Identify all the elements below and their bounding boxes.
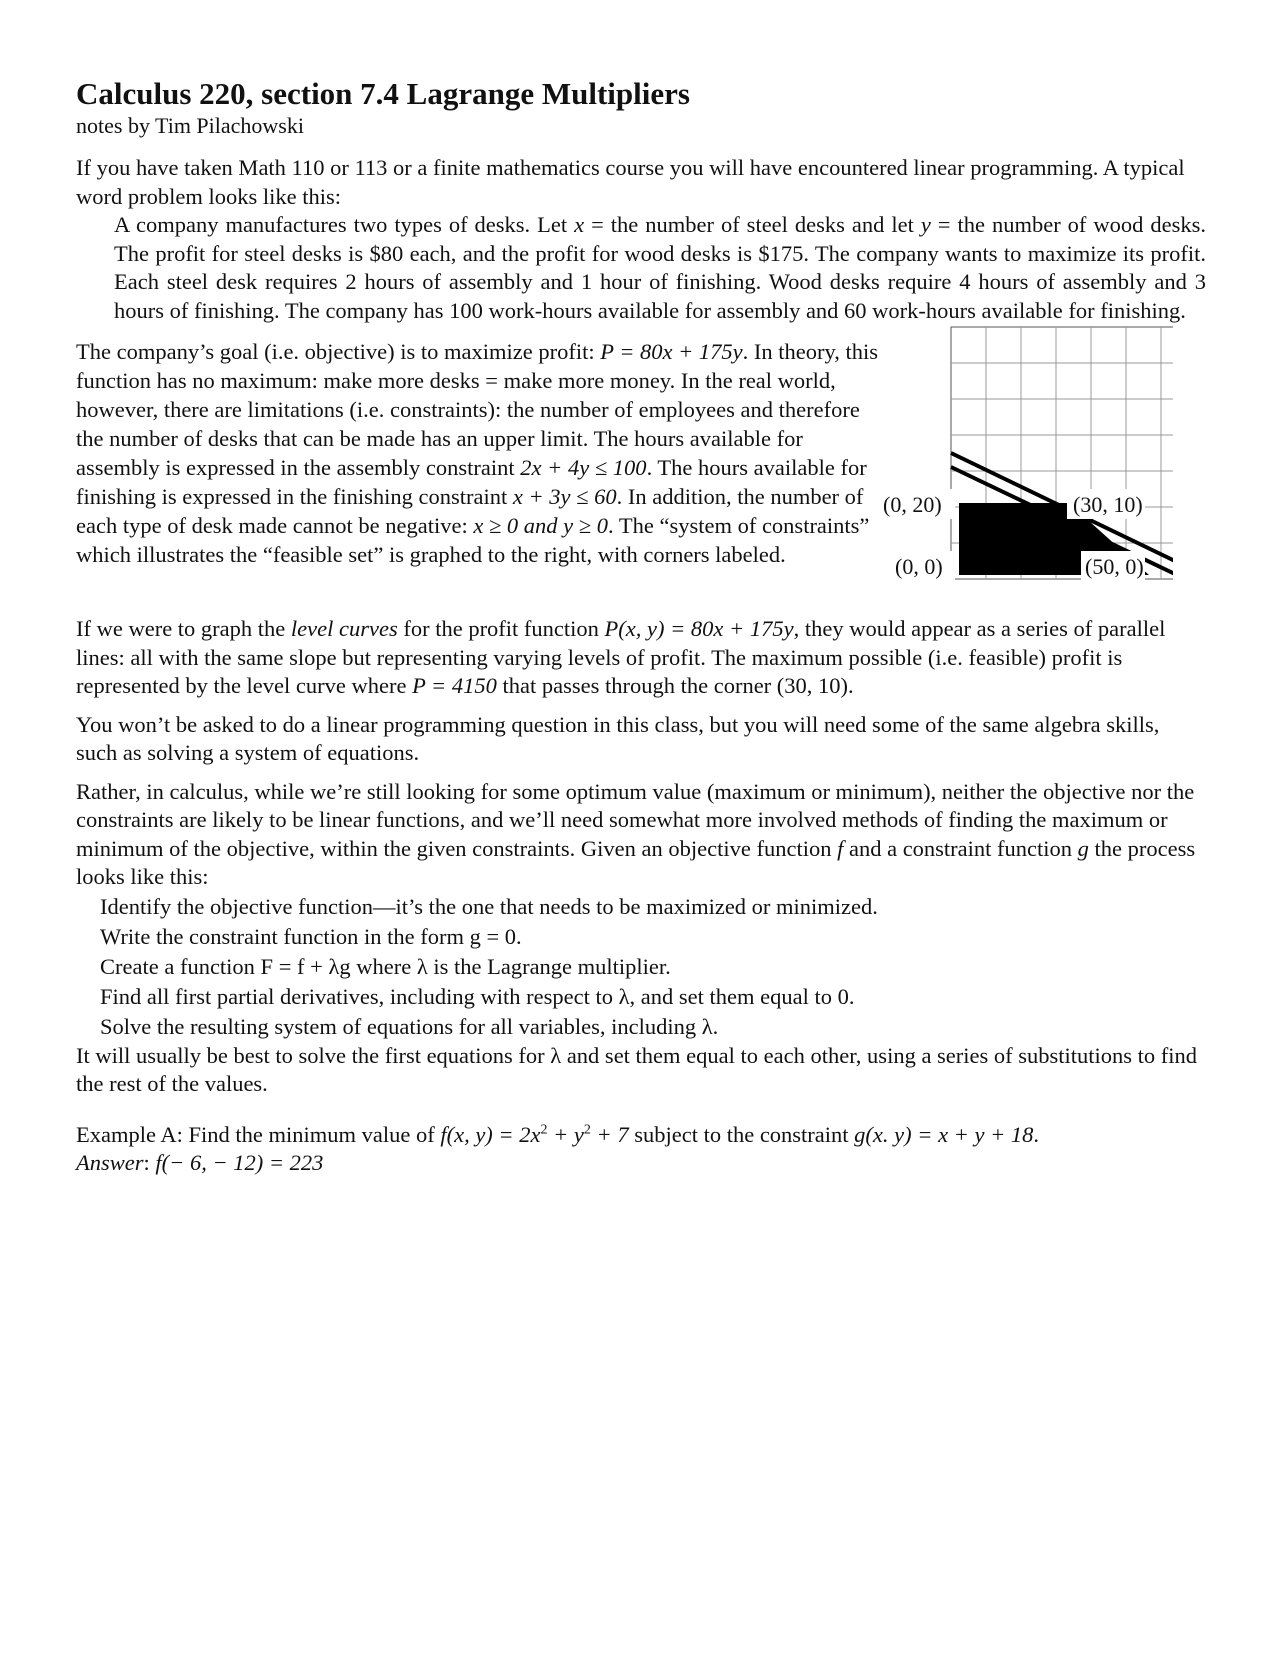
word-problem: A company manufactures two types of desks. Let x = the number of steel desks and let y = the number of wood desks. The profit for steel desks is $80 each, and the profit for wood desks is $175. The company wants to maximize its profit. Each steel desk requires 2 hours of assembly and 1 hour of finishing. Wood desks require 4 hours of assembly and 3 hours of finishing. The company has 100 work-hours available for assembly and 60 work-hours available for finishing. (114, 212, 1206, 323)
step-item: Solve the resulting system of equations for all variables, including λ. (100, 1013, 719, 1039)
feasible-set-graph (873, 325, 1173, 593)
corner-label-50-0: (50, 0) (1085, 554, 1144, 579)
intro-paragraph: If you have taken Math 110 or 113 or a finite mathematics course you will have encountered linear programming. A typical word problem looks like this: (76, 155, 1185, 209)
corner-label-30-10: (30, 10) (1073, 492, 1143, 517)
goal-section (76, 325, 1206, 615)
page-title: Calculus 220, section 7.4 Lagrange Multipliers (76, 76, 690, 111)
corner-label-0-20: (0, 20) (883, 492, 942, 517)
step-item: Find all first partial derivatives, including with respect to λ, and set them equal to 0. (100, 983, 855, 1009)
goal-paragraph: The company’s goal (i.e. objective) is to maximize profit: P = 80x + 175y. In theory, this function has no maximum: make more desks = make more money. In the real world, however, there are limitations (i.e. constraints): the number of employees and therefore the number of desks that can be made has an upper limit. The hours available for assembly is expressed in the assembly constraint 2x + 4y ≤ 100. The hours available for finishing is expressed in the finishing constraint x + 3y ≤ 60. In addition, the number of each type of desk made cannot be negative: x ≥ 0 and y ≥ 0. The “system of constraints” which illustrates the “feasible set” is graphed to the right, with corners labeled. (76, 339, 879, 567)
level-curves-paragraph: If we were to graph the level curves for the profit function P(x, y) = 80x + 175y, they would appear as a series of parallel lines: all with the same slope but representing varying levels of profit. The maximum possible (i.e. feasible) profit is represented by the level curve where P = 4150 that passes through the corner (30, 10). (76, 616, 1166, 698)
usually-paragraph: It will usually be best to solve the first equations for λ and set them equal to each other, using a series of substitutions to find the rest of the values. (76, 1042, 1198, 1096)
author-line: notes by Tim Pilachowski (76, 113, 304, 138)
document-page (76, 76, 1206, 1178)
corner-label-0-0: (0, 0) (895, 554, 943, 579)
step-item: Create a function F = f + λg where λ is the Lagrange multiplier. (100, 953, 671, 979)
not-asked-paragraph: You won’t be asked to do a linear programming question in this class, but you will need some of the same algebra skills, such as solving a system of equations. (76, 711, 1160, 765)
example-a: Example A: Find the minimum value of f(x, $y) = 2x^2 + y^2 + 7$ subject to the constraint g(x. y) = x + y + 18. (76, 1121, 1040, 1147)
step-item: Write the constraint function in the form g = 0. (100, 923, 522, 949)
example-a-answer: Answer: f(− 6, − 12) = 223 (76, 1150, 324, 1175)
calculus-paragraph: Rather, in calculus, while we’re still looking for some optimum value (maximum or minimum), neither the objective nor the constraints are likely to be linear functions, and we’ll need somewhat more involved methods of finding the maximum or minimum of the objective, within the given constraints. Given an objective function f and a constraint function g the process looks like this: (76, 778, 1196, 889)
process-steps (100, 892, 1206, 1042)
step-item: Identify the objective function—it’s the one that needs to be maximized or minimized. (100, 893, 878, 919)
